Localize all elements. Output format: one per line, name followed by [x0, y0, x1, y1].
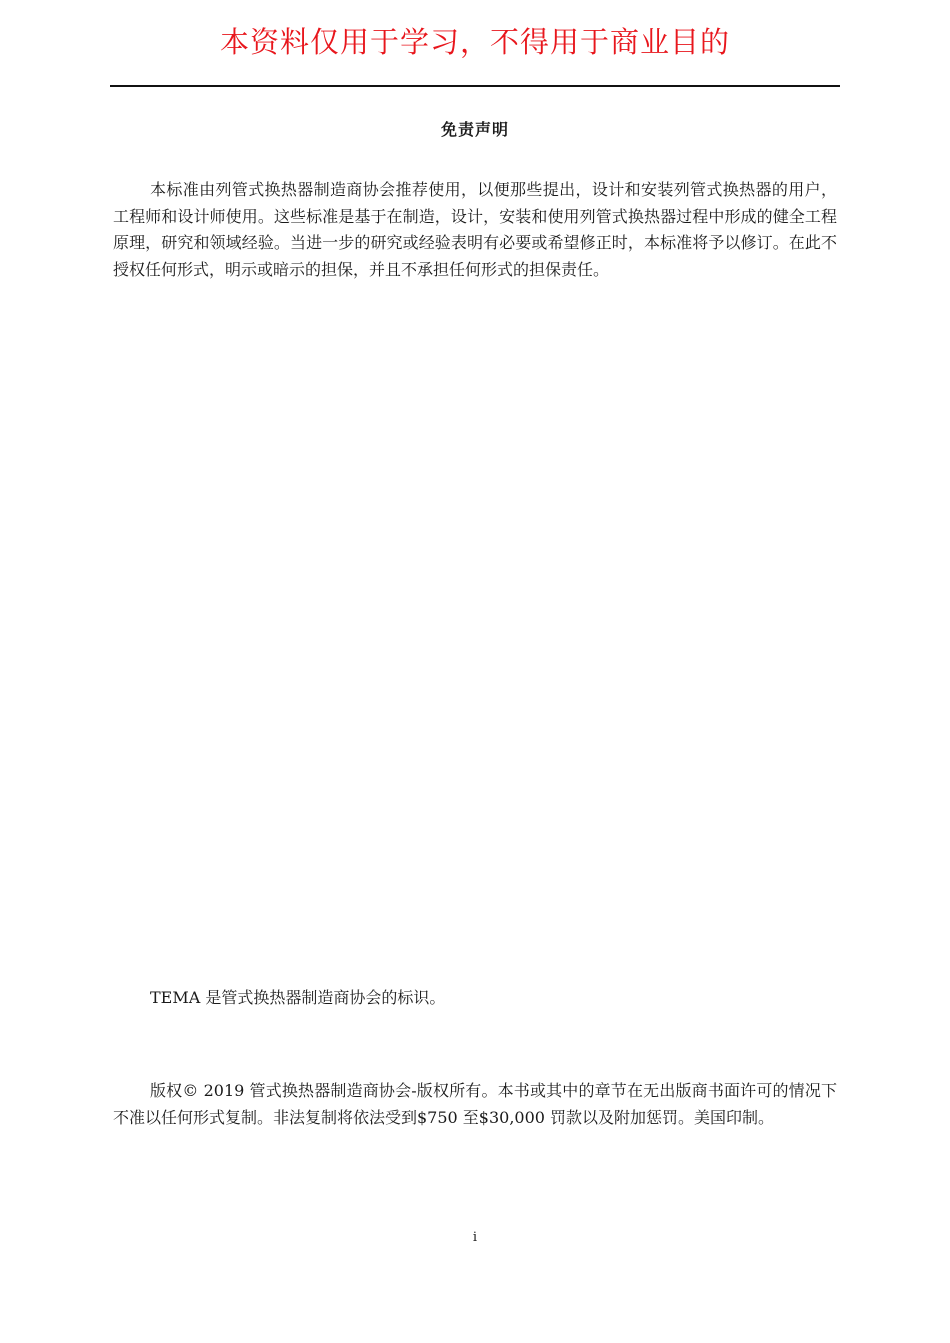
disclaimer-paragraph: 本标准由列管式换热器制造商协会推荐使用，以便那些提出，设计和安装列管式换热器的用户，工程师和设计师使用。这些标准是基于在制造，设计，安装和使用列管式换热器过程中形成的健全工程原理，研究和领域经验。当进一步的研究或经验表明有必要或希望修正时，本标准将予以修订。在此不授权任何形式，明示或暗示的担保，并且不承担任何形式的担保责任。: [113, 180, 837, 279]
header-divider: [110, 85, 840, 87]
copyright-paragraph: 版权© 2019 管式换热器制造商协会-版权所有。本书或其中的章节在无出版商书面许可的情况下不准以任何形式复制。非法复制将依法受到$750 至$30,000 罚款以及附加惩罚。美国印制。: [113, 1081, 837, 1127]
page-title: 免责声明: [440, 120, 509, 139]
page-number: i: [472, 1230, 478, 1245]
trademark-paragraph: TEMA 是管式换热器制造商协会的标识。: [150, 988, 446, 1007]
header-watermark: 本资料仅用于学习，不得用于商业目的: [219, 25, 730, 59]
